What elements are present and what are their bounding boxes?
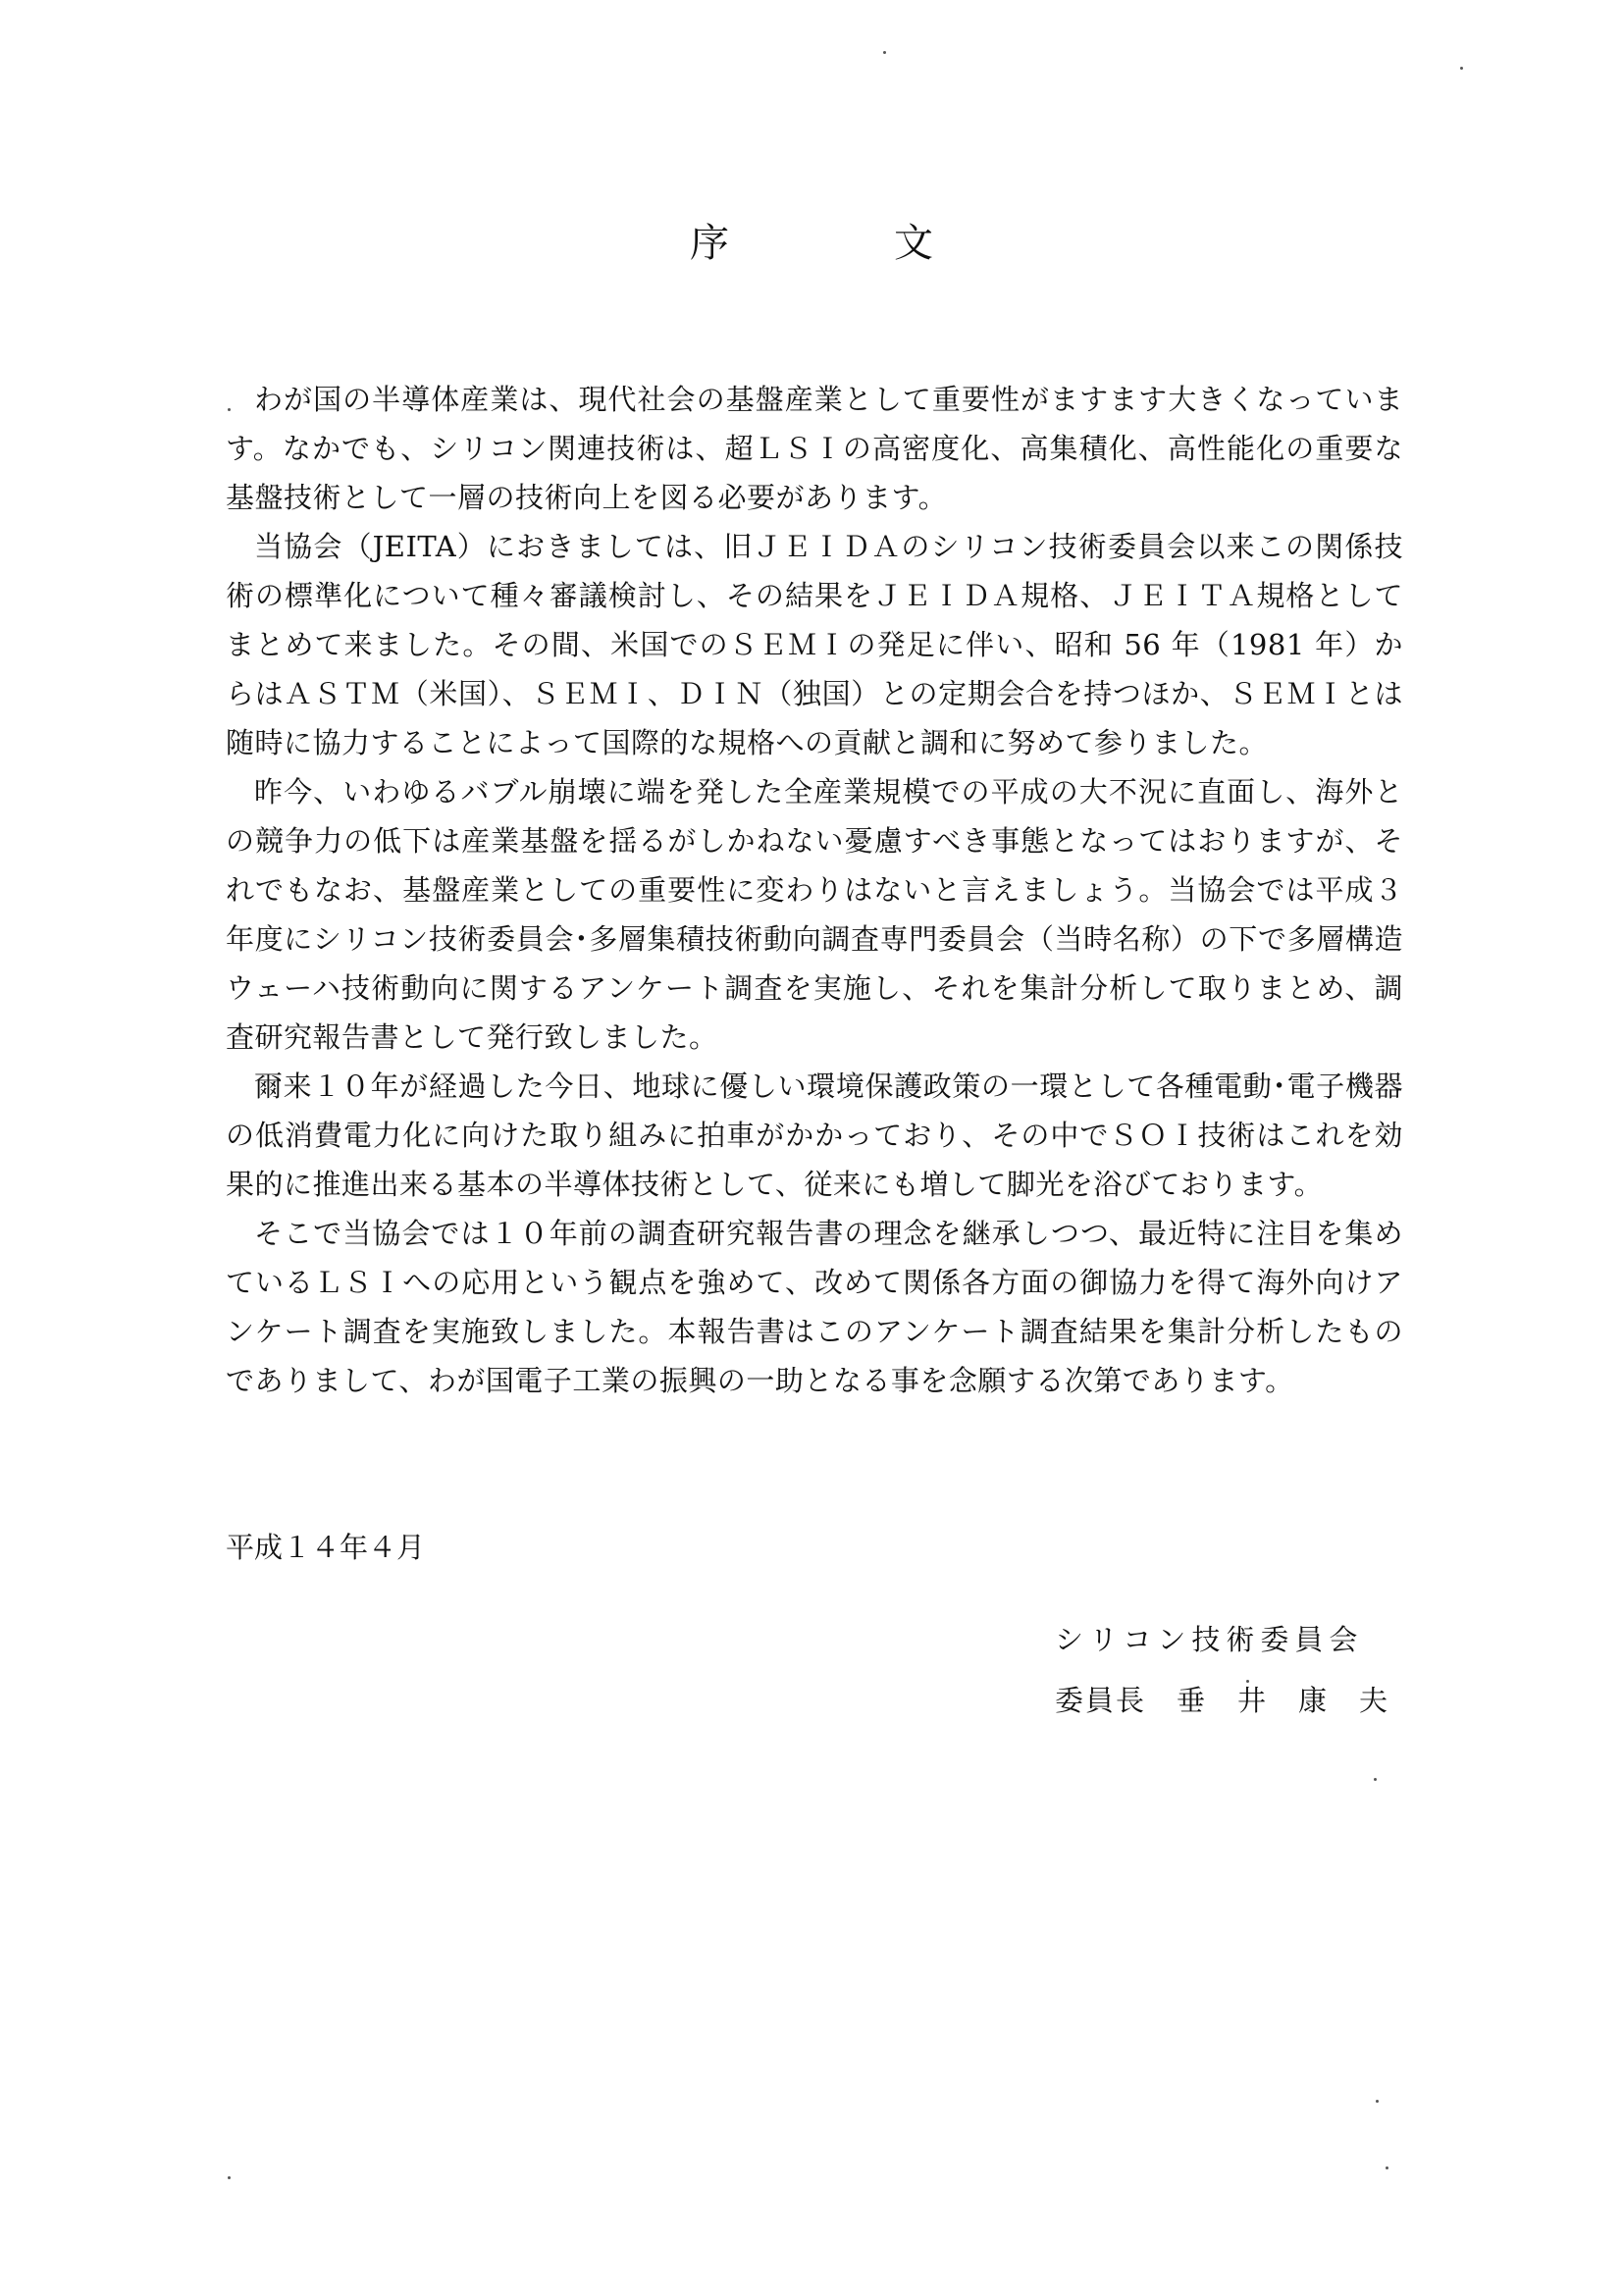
scan-speck <box>1376 2100 1379 2103</box>
signature-block <box>1055 1609 1389 1731</box>
preface-body <box>226 375 1403 1405</box>
scan-speck <box>1374 1778 1377 1781</box>
scan-speck <box>1460 67 1463 70</box>
paragraph-1: わが国の半導体産業は、現代社会の基盤産業として重要性がますます大きくなっています。なかでも、シリコン関連技術は、超ＬＳＩの高密度化、高集積化、高性能化の重要な基盤技術として一層の技術向上を図る必要があります。 <box>226 383 1403 514</box>
paragraph-4: 爾来１０年が経過した今日、地球に優しい環境保護政策の一環として各種電動･電子機器の低消費電力化に向けた取り組みに拍車がかかっており、その中でＳＯＩ技術はこれを効果的に推進出来る基本の半導体技術として、従来にも増して脚光を浴びております。 <box>226 1070 1403 1201</box>
signature-chair: 委員長 垂 井 康 夫 <box>1054 1684 1389 1717</box>
scan-speck <box>1246 1680 1249 1683</box>
paragraph-2: 当協会（JEITA）におきましては、旧ＪＥＩＤＡのシリコン技術委員会以来この関係技術の標準化について種々審議検討し、その結果をＪＥＩＤＡ規格、ＪＥＩＴＡ規格としてまとめて来ました。その間、米国でのＳＥＭＩの発足に伴い、昭和 56 年（1981 年）からはＡＳＴＭ（米国）、ＳＥＭＩ、ＤＩＮ（独国）との定期会合を持つほか、ＳＥＭＩとは随時に協力することによって国際的な規格への貢献と調和に努めて参りました。 <box>226 530 1403 759</box>
paragraph-3: 昨今、いわゆるバブル崩壊に端を発した全産業規模での平成の大不況に直面し、海外との競争力の低下は産業基盤を揺るがしかねない憂慮すべき事態となってはおりますが、それでもなお、基盤産業としての重要性に変わりはないと言えましょう。当協会では平成３年度にシリコン技術委員会･多層集積技術動向調査専門委員会（当時名称）の下で多層構造ウェーハ技術動向に関するアンケート調査を実施し、それを集計分析して取りまとめ、調査研究報告書として発行致しました。 <box>226 775 1404 1054</box>
scan-speck <box>228 2176 231 2179</box>
paragraph-5: そこで当協会では１０年前の調査研究報告書の理念を継承しつつ、最近特に注目を集めているＬＳＩへの応用という観点を強めて、改めて関係各方面の御協力を得て海外向けアンケート調査を実施致しました。本報告書はこのアンケート調査結果を集計分析したものでありまして、わが国電子工業の振興の一助となる事を念願する次第であります。 <box>226 1217 1403 1397</box>
scan-speck <box>883 51 886 54</box>
signature-organization: シリコン技術委員会 <box>1054 1623 1364 1656</box>
document-date: 平成１４年４月 <box>226 1531 426 1564</box>
scan-speck <box>1386 2166 1388 2169</box>
document-title: 序 文 <box>690 221 996 266</box>
scan-speck <box>228 408 231 411</box>
